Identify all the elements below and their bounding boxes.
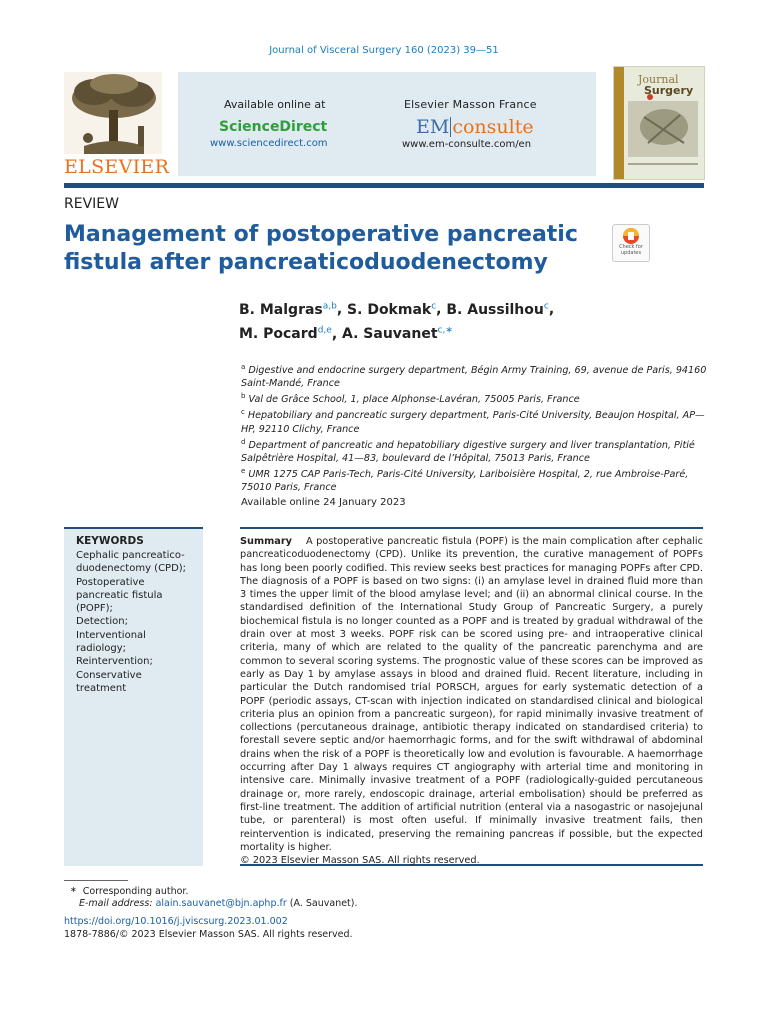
header-band (178, 72, 596, 176)
affiliation (241, 361, 711, 390)
author-separator: , (548, 301, 555, 318)
author-affiliation-mark[interactable]: a,b (322, 301, 337, 311)
affiliation-text: UMR 1275 CAP Paris-Tech, Paris-Cité University, Lariboisière Hospital, 2, rue Ambroise-Paré, 75010 Paris, France (241, 468, 689, 493)
affiliation (241, 465, 711, 494)
sciencedirect-link[interactable]: www.sciencedirect.com (210, 138, 328, 149)
email-label: E-mail address: (79, 898, 153, 909)
affiliation-text: Department of pancreatic and hepatobiliary digestive surgery and liver transplantation, Pitié Salpêtrière Hospital, 41—83, boulevard de l’Hôpital, 75013 Paris, France (241, 439, 695, 464)
author-separator: , (331, 326, 343, 343)
abstract-text: A postoperative pancreatic fistula (POPF) is the main complication after cephalic pancreaticoduodenectomy (CPD). Unlike its prevention, the curative management of POPFs has long been poorly codified. This review seeks best practices for managing POPFs after CPD. The diagnosis of a POPF is based on two signs: (i) an amylase level in drained fluid more than 3 times the upper limit of the blood amylase level; and (ii) an abnormal clinical course. In the standardised definition of the International Study Group of Pancreatic Surgery, a purely biochemical fistula is no longer counted as a POPF and is treated by gradual withdrawal of the drain over at most 3 weeks. POPF risk can be scored using pre- and intraoperative clinical criteria, many of which are related to the quality of the pancreatic parenchyma and are common to several scoring systems. The prognostic value of these scores can be improved as early as Day 1 by amylase assays in blood and drained fluid. Recent literature, including in particular the Dutch randomised trial PORSCH, argues for early systematic detection of a POPF (periodic assays, CT-scan with injection indicated on standardised clinical and biological criteria plus an opinion from a pancreatic surgeon), for rapid minimally invasive treatment of collections (percutaneous drainage, antibiotic therapy indicated on standardised criteria) to forestall severe septic and/or haemorrhagic forms, and for the swift withdrawal of abdominal drains when the risk of a POPF is theoretically low and evolution is favourable. A haemorrhage occurring after Day 1 always requires CT angiography with arterial time and monitoring in intensive care. Minimally invasive treatment of a POPF (radiologically-guided percutaneous drainage or, more rarely, endoscopic drainage, arterial embolisation) should be preferred as first-line treatment. The addition of artificial nutrition (enteral via a nasogastric or nasojejunal tube, or parenteral) is most often useful. If minimally invasive treatment fails, then reintervention is indicated, preserving the remaining pancreas if possible, but the expected mortality is higher. (240, 536, 703, 853)
keyword-item: Postoperative pancreatic fistula (POPF); (76, 576, 163, 615)
corresponding-note (64, 884, 358, 898)
keywords-heading: KEYWORDS (76, 535, 144, 547)
cover-title-line2: Surgery (644, 84, 694, 97)
author-affiliation-mark[interactable]: c (543, 301, 549, 311)
doi-link[interactable]: https://doi.org/10.1016/j.jviscsurg.2023.01.002 (64, 916, 288, 927)
author-name: B. Malgras (239, 301, 323, 318)
author[interactable] (239, 302, 337, 318)
author-name: M. Pocard (239, 326, 318, 343)
crossmark-button[interactable] (612, 224, 650, 262)
emc-logo-right: consulte (452, 116, 534, 138)
issn-copyright: 1878-7886/© 2023 Elsevier Masson SAS. All rights reserved. (64, 929, 353, 940)
crossmark-label: Check for updates (619, 244, 643, 256)
sd-available-text: Available online at (224, 98, 326, 111)
article-title: Management of postoperative pancreatic fistula after pancreaticoduodenectomy (64, 222, 578, 275)
keyword-item: Reintervention; (76, 656, 153, 668)
email-note (64, 898, 358, 910)
emconsulte-link[interactable]: www.em-consulte.com/en (402, 139, 532, 150)
abstract-copyright: © 2023 Elsevier Masson SAS. All rights reserved. (240, 855, 480, 867)
footnotes (64, 884, 358, 910)
asterisk-mark: ∗ (70, 885, 77, 894)
author[interactable] (446, 302, 548, 318)
abstract-body (240, 535, 703, 854)
affiliation-text: Digestive and endocrine surgery department, Bégin Army Training, 69, avenue de Paris, 94160 Saint-Mandé, France (241, 365, 707, 390)
author-affiliation-mark[interactable]: d,e (317, 325, 332, 336)
emc-publisher: Elsevier Masson France (404, 98, 537, 111)
author-affiliation-mark[interactable]: c (431, 301, 437, 311)
affiliation (241, 436, 711, 465)
affiliation-mark: a (241, 363, 246, 371)
emc-logo-left: EM (416, 116, 450, 138)
crossmark-icon (613, 225, 649, 245)
affiliation-mark: c (241, 408, 245, 417)
affiliation-mark: b (241, 392, 246, 401)
corresponding-text: Corresponding author. (82, 886, 189, 897)
affiliations (241, 361, 711, 494)
keyword-item: Detection; (76, 616, 128, 628)
affiliation (241, 390, 711, 406)
email-link[interactable]: alain.sauvanet@bjn.aphp.fr (155, 898, 287, 909)
affiliation-mark: e (241, 466, 246, 475)
author[interactable] (239, 326, 332, 342)
available-online-date: Available online 24 January 2023 (241, 497, 406, 508)
author-name: B. Aussilhou (446, 301, 544, 318)
elsevier-tree-icon (64, 72, 162, 154)
journal-cover[interactable] (613, 66, 705, 180)
affiliation-mark: d (241, 437, 246, 446)
keywords-panel (64, 527, 203, 866)
elsevier-logo[interactable] (64, 72, 170, 178)
journal-reference[interactable]: Journal of Visceral Surgery 160 (2023) 39—51 (269, 45, 499, 56)
sciencedirect-logo[interactable]: ScienceDirect (219, 119, 328, 135)
author-separator: , (336, 301, 348, 318)
cover-title-line1: Journal (638, 73, 679, 86)
header-divider (64, 183, 704, 188)
author[interactable] (342, 326, 453, 342)
article-type: REVIEW (64, 196, 119, 212)
abstract (240, 527, 703, 866)
keyword-item: Interventional radiology; (76, 629, 146, 655)
emconsulte-logo[interactable] (416, 116, 534, 138)
author-affiliation-mark[interactable]: c,∗ (437, 325, 453, 336)
keyword-item: Conservative treatment (76, 669, 142, 694)
author-name: A. Sauvanet (342, 326, 438, 343)
keyword-item: Cephalic pancreatico-duodenectomy (CPD); (76, 550, 187, 575)
author[interactable] (347, 302, 436, 318)
footnote-divider (64, 880, 128, 881)
affiliation-text: Hepatobiliary and pancreatic surgery department, Paris-Cité University, Beaujon Hospital, AP—HP, 92110 Clichy, France (241, 410, 705, 435)
email-name: (A. Sauvanet). (289, 898, 358, 909)
elsevier-wordmark: ELSEVIER (64, 156, 170, 178)
author-name: S. Dokmak (347, 301, 432, 318)
affiliation (241, 406, 711, 435)
affiliation-text: Val de Grâce School, 1, place Alphonse-Lavéran, 75005 Paris, France (248, 394, 580, 406)
author-list (239, 296, 709, 345)
author-separator: , (436, 301, 447, 318)
abstract-label: Summary (240, 536, 293, 547)
